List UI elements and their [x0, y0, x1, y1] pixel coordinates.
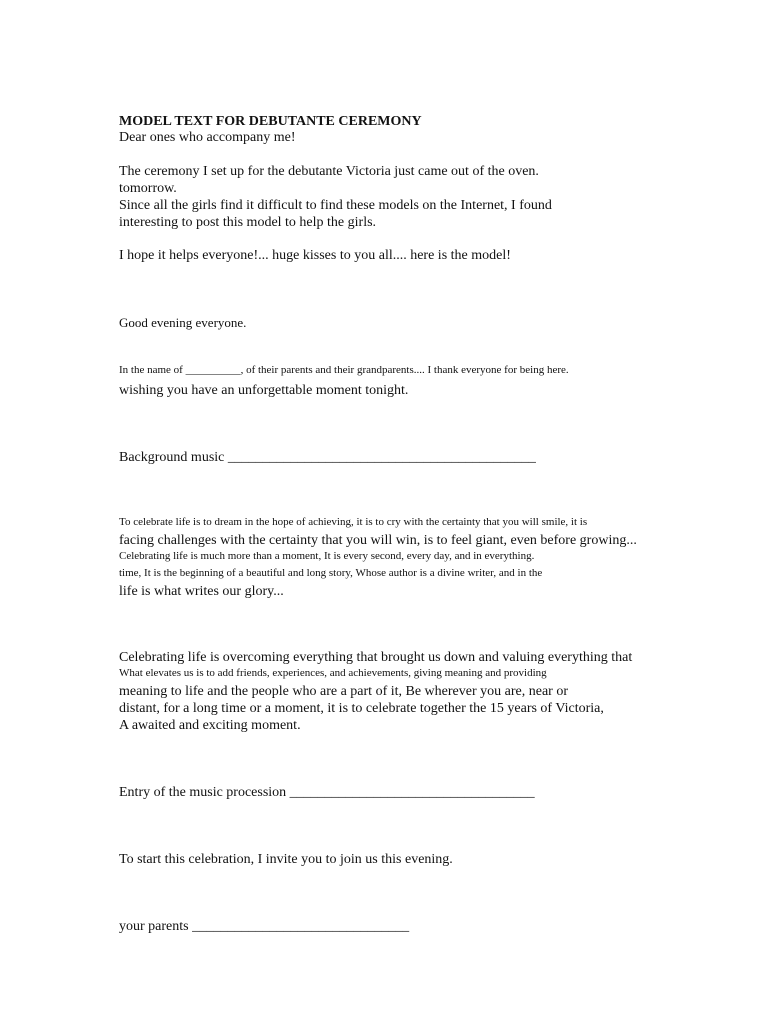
background-music-line: Background music ____________________________________________	[119, 450, 536, 465]
greeting-line: Good evening everyone.	[119, 315, 247, 330]
intro-line: I hope it helps everyone!... huge kisses to you all.... here is the model!	[119, 248, 511, 263]
welcome-line: In the name of __________, of their parents and their grandparents.... I thank everyone for being here.	[119, 364, 569, 376]
paragraph-line: Celebrating life is much more than a moment, It is every second, every day, and in everything.	[119, 550, 535, 562]
paragraph-line: facing challenges with the certainty that you will win, is to feel giant, even before growing...	[119, 533, 637, 548]
procession-line: Entry of the music procession ___________________________________	[119, 785, 535, 800]
intro-line: Since all the girls find it difficult to find these models on the Internet, I found	[119, 198, 552, 213]
intro-line: Dear ones who accompany me!	[119, 130, 296, 145]
intro-line: The ceremony I set up for the debutante Victoria just came out of the oven.	[119, 164, 539, 179]
paragraph-line: time, It is the beginning of a beautiful and long story, Whose author is a divine writer, and in the	[119, 567, 543, 579]
document-title: MODEL TEXT FOR DEBUTANTE CEREMONY	[119, 114, 422, 129]
parents-line: your parents _______________________________	[119, 919, 410, 934]
intro-line: tomorrow.	[119, 181, 177, 196]
paragraph-line: Celebrating life is overcoming everything that brought us down and valuing everything that	[119, 650, 633, 665]
intro-line: interesting to post this model to help the girls.	[119, 215, 377, 230]
paragraph-line: distant, for a long time or a moment, it is to celebrate together the 15 years of Victoria,	[119, 701, 604, 716]
paragraph-line: meaning to life and the people who are a part of it, Be wherever you are, near or	[119, 684, 568, 699]
paragraph-line: To celebrate life is to dream in the hope of achieving, it is to cry with the certainty that you will smile, it is	[119, 516, 588, 528]
paragraph-line: life is what writes our glory...	[119, 584, 284, 599]
invite-line: To start this celebration, I invite you to join us this evening.	[119, 852, 453, 867]
welcome-line: wishing you have an unforgettable moment tonight.	[119, 383, 409, 398]
paragraph-line: What elevates us is to add friends, experiences, and achievements, giving meaning and providing	[119, 667, 547, 679]
paragraph-line: A awaited and exciting moment.	[119, 718, 301, 733]
